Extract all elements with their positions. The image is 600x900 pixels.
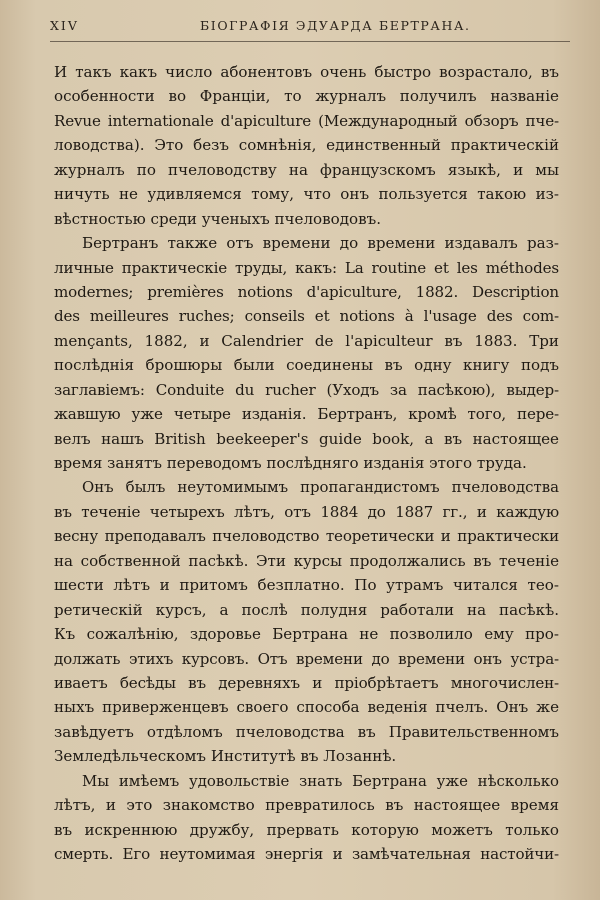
text-line: ловодства). Это безъ сомнѣнія, единственный практическій	[54, 136, 559, 155]
paragraph	[54, 475, 559, 768]
text-line: И такъ какъ число абонентовъ очень быстро возрастало, въ	[54, 63, 559, 81]
text-line: Онъ былъ неутомимымъ пропагандистомъ пчеловодства	[82, 478, 559, 497]
text-line: Бертранъ также отъ времени до времени издавалъ раз-	[82, 234, 559, 253]
text-line: ретическій курсъ, а послѣ полудня работали на пасѣкѣ.	[54, 600, 559, 619]
text-line: въ искреннюю дружбу, прервать которую можетъ только	[54, 820, 559, 839]
text-line: Мы имѣемъ удовольствіе знать Бертрана уже нѣсколько	[82, 771, 559, 790]
text-line: завѣдуетъ отдѣломъ пчеловодства въ Правительственномъ	[54, 722, 559, 741]
header-rule	[50, 41, 570, 42]
text-line: Земледѣльческомъ Институтѣ въ Лозаннѣ.	[54, 747, 397, 766]
paragraph	[54, 769, 559, 867]
text-line: личные практическіе труды, какъ: La routine et les méthodes	[54, 258, 559, 277]
text-line: Къ сожалѣнію, здоровье Бертрана не позволило ему про-	[54, 625, 559, 644]
text-line: время занятъ переводомъ послѣдняго изданія этого труда.	[54, 454, 527, 472]
text-line: modernes; premières notions d'apiculture, 1882. Description	[54, 282, 559, 301]
text-line: шести лѣтъ и притомъ безплатно. По утрамъ читался тео-	[54, 576, 559, 595]
paragraph	[54, 231, 559, 475]
text-line: особенности во Франціи, то журналъ получилъ названіе	[54, 87, 559, 106]
text-line: послѣднія брошюры были соединены въ одну книгу подъ	[54, 356, 559, 375]
text-line: ныхъ приверженцевъ своего способа веденія пчелъ. Онъ же	[54, 698, 559, 717]
text-line: вѣстностью среди ученыхъ пчеловодовъ.	[54, 209, 381, 228]
running-head	[50, 14, 570, 36]
body-text	[54, 60, 559, 866]
text-line: заглавіемъ: Conduite du rucher (Уходъ за пасѣкою), выдер-	[54, 380, 559, 399]
text-line: должать этихъ курсовъ. Отъ времени до времени онъ устра-	[54, 649, 559, 668]
text-line: des meilleures ruches; conseils et notions à l'usage des com-	[54, 307, 559, 326]
text-line: Revue internationale d'apiculture (Международный обзоръ пче-	[54, 111, 559, 130]
page-number: XIV	[50, 18, 79, 33]
text-line: mençants, 1882, и Calendrier de l'apiculteur въ 1883. Три	[54, 331, 559, 350]
text-line: лѣтъ, и это знакомство превратилось въ настоящее время	[54, 796, 559, 815]
paragraph	[54, 60, 559, 231]
text-line: въ теченіе четырехъ лѣтъ, отъ 1884 до 1887 гг., и каждую	[54, 502, 559, 521]
text-line: весну преподавалъ пчеловодство теоретически и практически	[54, 527, 559, 546]
running-title: БІОГРАФІЯ ЭДУАРДА БЕРТРАНА.	[200, 18, 471, 33]
text-line: иваетъ бесѣды въ деревняхъ и пріобрѣтаетъ многочислен-	[54, 673, 559, 692]
text-line: велъ нашъ British beekeeper's guide book, а въ настоящее	[54, 429, 559, 448]
text-line: ничуть не удивляемся тому, что онъ пользуется такою из-	[54, 185, 559, 204]
text-line: на собственной пасѣкѣ. Эти курсы продолжались въ теченіе	[54, 551, 559, 570]
text-line: жавшую уже четыре изданія. Бертранъ, кромѣ того, пере-	[54, 405, 559, 424]
text-line: смерть. Его неутомимая энергія и замѣчательная настойчи-	[54, 845, 559, 863]
text-line: журналъ по пчеловодству на французскомъ языкѣ, и мы	[54, 160, 559, 179]
